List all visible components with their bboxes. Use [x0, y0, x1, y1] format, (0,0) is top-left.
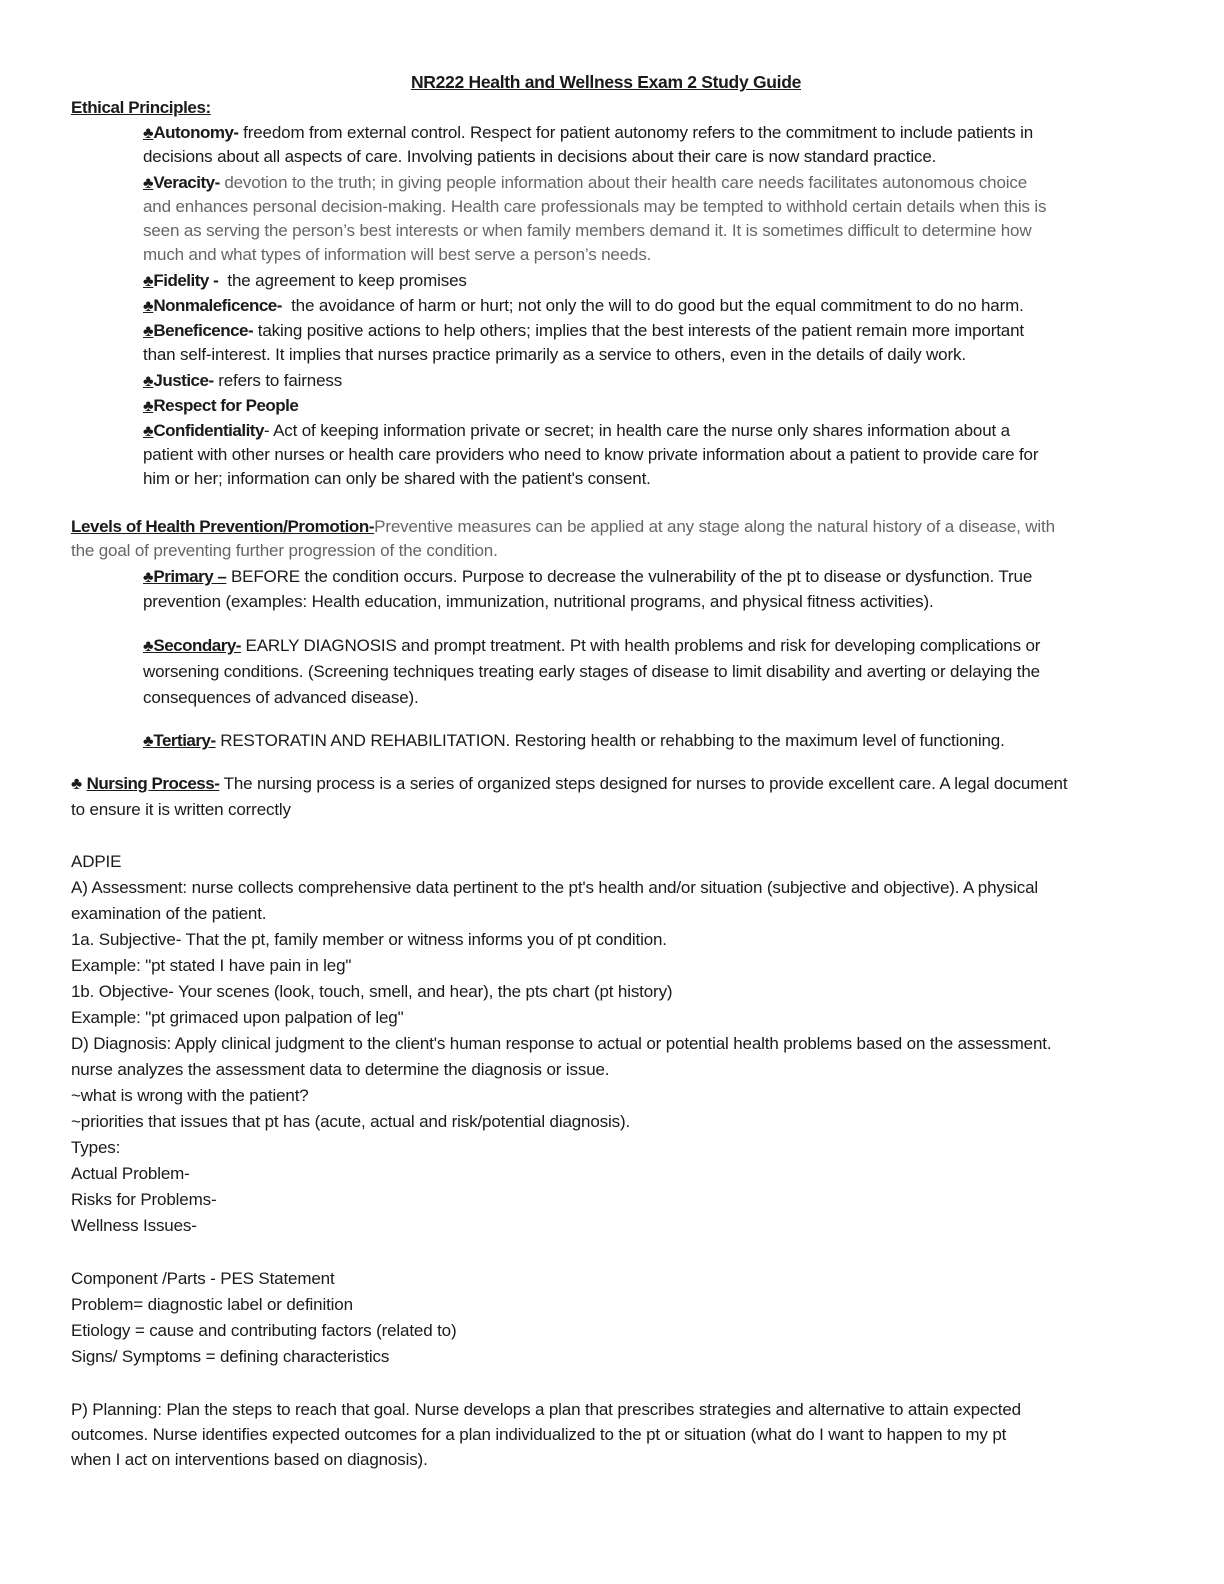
planning-line: outcomes. Nurse identifies expected outcomes for a plan individualized to the pt or situation (what do I want to happen to my pt: [71, 1425, 1007, 1444]
pes-line: Problem= diagnostic label or definition: [71, 1295, 353, 1314]
confidentiality-term: Confidentiality: [153, 421, 264, 440]
levels-text: the goal of preventing further progression of the condition.: [71, 541, 498, 560]
tertiary-item: ♣Tertiary- RESTORATIN AND REHABILITATION. Restoring health or rehabbing to the maximum level of functioning.: [143, 731, 1005, 750]
adpie-line: Types:: [71, 1138, 121, 1157]
pes-line: Signs/ Symptoms = defining characteristics: [71, 1347, 390, 1366]
veracity-text: seen as serving the person’s best interests or when family members demand it. It is sometimes difficult to determine how: [143, 221, 1032, 240]
adpie-line: examination of the patient.: [71, 904, 267, 923]
adpie-line: D) Diagnosis: Apply clinical judgment to the client's human response to actual or potential health problems based on the assessment.: [71, 1034, 1052, 1053]
beneficence-term: Beneficence-: [153, 321, 254, 340]
adpie-line: Actual Problem-: [71, 1164, 190, 1183]
secondary-term: Secondary-: [153, 636, 241, 655]
club-bullet-icon: ♣: [143, 733, 154, 750]
confidentiality-item: ♣Confidentiality- Act of keeping information private or secret; in health care the nurse only shares information about a: [143, 421, 1010, 440]
adpie-line: Wellness Issues-: [71, 1216, 197, 1235]
club-bullet-icon: ♣: [143, 125, 154, 142]
adpie-line: 1b. Objective- Your scenes (look, touch, smell, and hear), the pts chart (pt history): [71, 982, 673, 1001]
secondary-item: ♣Secondary- EARLY DIAGNOSIS and prompt treatment. Pt with health problems and risk for developing complications or: [143, 636, 1041, 655]
respect-item: [143, 394, 298, 419]
levels-heading: Levels of Health Prevention/Promotion-: [71, 517, 375, 536]
confidentiality-text: patient with other nurses or health care providers who need to know private information about a patient to provide care for: [143, 445, 1039, 464]
veracity-text: much and what types of information will best serve a person’s needs.: [143, 245, 652, 264]
veracity-text: and enhances personal decision-making. Health care professionals may be tempted to withhold certain details when this is: [143, 197, 1047, 216]
club-bullet-icon: ♣: [143, 398, 154, 415]
primary-term: Primary –: [153, 567, 227, 586]
adpie-line: Example: "pt stated I have pain in leg": [71, 956, 352, 975]
respect-term: Respect for People: [153, 396, 299, 415]
adpie-line: ~what is wrong with the patient?: [71, 1086, 309, 1105]
planning-line: P) Planning: Plan the steps to reach that goal. Nurse develops a plan that prescribes strategies and alternative to attain expected: [71, 1400, 1021, 1419]
club-bullet-icon: ♣: [143, 298, 154, 315]
club-bullet-icon: ♣: [143, 638, 154, 655]
club-bullet-icon: ♣: [143, 323, 154, 340]
adpie-line: ADPIE: [71, 852, 122, 871]
ethical-principles-heading: Ethical Principles:: [71, 98, 211, 117]
justice-item: ♣Justice- refers to fairness: [143, 371, 343, 390]
tertiary-term: Tertiary-: [153, 731, 216, 750]
autonomy-item: ♣Autonomy- freedom from external control. Respect for patient autonomy refers to the commitment to include patients in: [143, 123, 1034, 142]
club-bullet-icon: ♣: [143, 175, 154, 192]
club-bullet-icon: ♣: [143, 423, 154, 440]
secondary-text: consequences of advanced disease).: [143, 688, 419, 707]
adpie-line: ~priorities that issues that pt has (acute, actual and risk/potential diagnosis).: [71, 1112, 631, 1131]
justice-term: Justice-: [153, 371, 214, 390]
adpie-line: Risks for Problems-: [71, 1190, 217, 1209]
beneficence-item: ♣Beneficence- taking positive actions to help others; implies that the best interests of the patient remain more important: [143, 321, 1024, 340]
nonmaleficence-term: Nonmaleficence-: [153, 296, 282, 315]
adpie-line: 1a. Subjective- That the pt, family member or witness informs you of pt condition.: [71, 930, 667, 949]
nursing-process-item: ♣ Nursing Process- The nursing process is a series of organized steps designed for nurses to provide excellent care. A legal document: [71, 774, 1068, 793]
nursing-process-term: Nursing Process-: [86, 774, 220, 793]
pes-line: Etiology = cause and contributing factors (related to): [71, 1321, 457, 1340]
confidentiality-text: him or her; information can only be shared with the patient's consent.: [143, 469, 651, 488]
club-bullet-icon: ♣: [143, 569, 154, 586]
nursing-process-text: to ensure it is written correctly: [71, 800, 291, 819]
club-bullet-icon: ♣: [71, 774, 83, 793]
pes-line: Component /Parts - PES Statement: [71, 1269, 335, 1288]
planning-line: when I act on interventions based on diagnosis).: [71, 1450, 428, 1469]
veracity-item: ♣Veracity- devotion to the truth; in giving people information about their health care needs facilitates autonomous choice: [143, 173, 1028, 192]
beneficence-text: than self-interest. It implies that nurses practice primarily as a service to others, even in the details of daily work.: [143, 345, 966, 364]
levels-heading-line: Levels of Health Prevention/Promotion-Preventive measures can be applied at any stage along the natural history of a disease, with: [71, 517, 1055, 536]
secondary-text: worsening conditions. (Screening techniques treating early stages of disease to limit disability and averting or delaying the: [143, 662, 1040, 681]
autonomy-term: Autonomy-: [153, 123, 239, 142]
adpie-line: nurse analyzes the assessment data to determine the diagnosis or issue.: [71, 1060, 610, 1079]
autonomy-text: decisions about all aspects of care. Involving patients in decisions about their care is now standard practice.: [143, 147, 937, 166]
document-title: NR222 Health and Wellness Exam 2 Study Guide: [410, 72, 802, 92]
fidelity-item: ♣Fidelity - the agreement to keep promises: [143, 271, 467, 290]
fidelity-term: Fidelity -: [153, 271, 219, 290]
adpie-line: Example: "pt grimaced upon palpation of leg": [71, 1008, 404, 1027]
nonmaleficence-item: ♣Nonmaleficence- the avoidance of harm or hurt; not only the will to do good but the equal commitment to do no harm.: [143, 296, 1024, 315]
club-bullet-icon: ♣: [143, 273, 154, 290]
veracity-term: Veracity-: [153, 173, 220, 192]
adpie-line: A) Assessment: nurse collects comprehensive data pertinent to the pt's health and/or situation (subjective and objective). A physical: [71, 878, 1039, 897]
primary-item: ♣Primary – BEFORE the condition occurs. Purpose to decrease the vulnerability of the pt to disease or dysfunction. True: [143, 567, 1033, 586]
club-bullet-icon: ♣: [143, 373, 154, 390]
primary-text: prevention (examples: Health education, immunization, nutritional programs, and physical fitness activities).: [143, 592, 934, 611]
